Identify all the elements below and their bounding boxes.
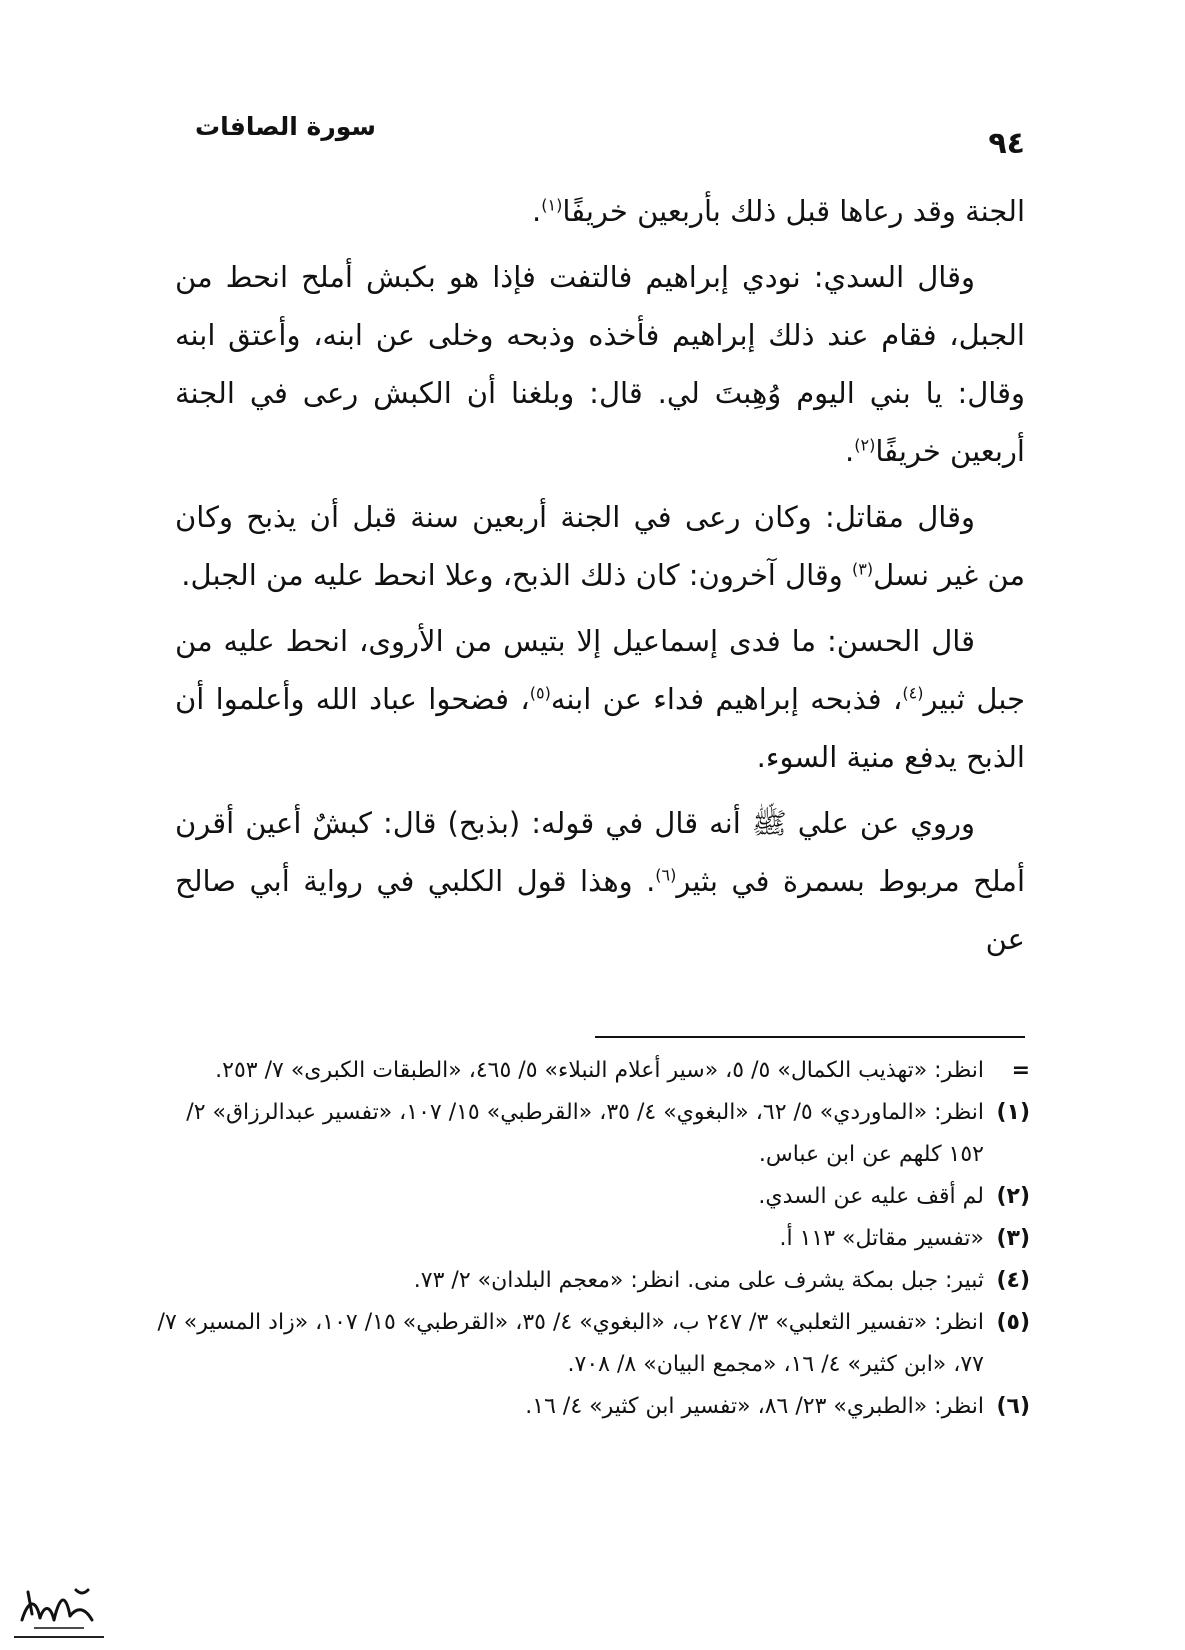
footnote-ref-1[interactable]: (١) bbox=[541, 195, 563, 215]
footnote-ref-6[interactable]: (٦) bbox=[655, 865, 677, 885]
paragraph-4: قال الحسن: ما فدى إسماعيل إلا بتيس من الأروى، انحط عليه من جبل ثبير$^{(٤)}$، فذبحه إبراهيم فداء عن ابنه$^{(٥)}$، فضحوا عباد الله وأعلموا أن الذبح يدفع منية السوء. bbox=[175, 624, 1025, 774]
footnote-1 bbox=[150, 1092, 1030, 1176]
publisher-logo bbox=[14, 1580, 104, 1638]
footnote-continuation bbox=[150, 1050, 1030, 1092]
footnote-mark: (٦) bbox=[996, 1394, 1030, 1419]
footnote-ref-4[interactable]: (٤) bbox=[902, 683, 924, 703]
footnote-text: ثبير: جبل بمكة يشرف على منى. انظر: «معجم البلدان» ٢/ ٧٣. bbox=[413, 1268, 984, 1293]
footnote-mark: (٢) bbox=[996, 1184, 1030, 1209]
paragraph-5: وروي عن علي ﷺ أنه قال في قوله: (بذبح) قال: كبشٌ أعين أقرن أملح مربوط بسمرة في بثير$^{(٦)}$. وهذا قول الكلبي في رواية أبي صالح عن bbox=[175, 806, 1025, 956]
paragraph-2: وقال السدي: نودي إبراهيم فالتفت فإذا هو بكبش أملح انحط من الجبل، فقام عند ذلك إبراهيم فأخذه وذبحه وخلى عن ابنه، وأعتق ابنه وقال: يا بني اليوم وُهِبتَ لي. قال: وبلغنا أن الكبش رعى في الجنة أربعين خريفًا$^{(٢)}$. bbox=[175, 260, 1025, 468]
footnote-mark: (٣) bbox=[996, 1226, 1030, 1251]
footnote-text: انظر: «الطبري» ٢٣/ ٨٦، «تفسير ابن كثير» ٤/ ١٦. bbox=[525, 1394, 984, 1419]
footnote-text: انظر: «الماوردي» ٥/ ٦٢، «البغوي» ٤/ ٣٥، «القرطبي» ١٥/ ١٠٧، «تفسير عبدالرزاق» ٢/ ١٥٢ كلهم عن ابن عباس. bbox=[186, 1100, 984, 1167]
footnote-mark: (٤) bbox=[996, 1268, 1030, 1293]
footnote-ref-5[interactable]: (٥) bbox=[529, 683, 551, 703]
footnote-mark: (٥) bbox=[996, 1310, 1030, 1335]
footnotes bbox=[150, 1050, 1030, 1428]
page-header bbox=[195, 112, 1025, 172]
footnote-text: لم أقف عليه عن السدي. bbox=[758, 1184, 984, 1209]
footnote-text: «تفسير مقاتل» ١١٣ أ. bbox=[779, 1226, 984, 1251]
footnote-mark: (١) bbox=[996, 1100, 1030, 1125]
footnote-separator bbox=[595, 1036, 1025, 1038]
main-text bbox=[175, 182, 1025, 976]
running-title: سورة الصافات bbox=[195, 112, 376, 141]
page-number: ٩٤ bbox=[988, 126, 1025, 161]
footnote-4 bbox=[150, 1260, 1030, 1302]
footnote-text: انظر: «تفسير الثعلبي» ٣/ ٢٤٧ ب، «البغوي» ٤/ ٣٥، «القرطبي» ١٥/ ١٠٧، «زاد المسير» ٧/ ٧٧، «ابن كثير» ٤/ ١٦، «مجمع البيان» ٨/ ٧٠٨. bbox=[157, 1310, 984, 1377]
footnote-5 bbox=[150, 1302, 1030, 1386]
footnote-text: انظر: «تهذيب الكمال» ٥/ ٥، «سير أعلام النبلاء» ٥/ ٤٦٥، «الطبقات الكبرى» ٧/ ٢٥٣. bbox=[215, 1058, 984, 1083]
footnote-2 bbox=[150, 1176, 1030, 1218]
paragraph-1: الجنة وقد رعاها قبل ذلك بأربعين خريفًا$^{(١)}$. bbox=[532, 194, 1025, 228]
paragraph-3: وقال مقاتل: وكان رعى في الجنة أربعين سنة قبل أن يذبح وكان من غير نسل$^{(٣)}$ وقال آخرون: كان ذلك الذبح، وعلا انحط عليه من الجبل. bbox=[175, 500, 1025, 592]
footnote-ref-2[interactable]: (٢) bbox=[854, 435, 876, 455]
continuation-mark: = bbox=[1011, 1058, 1030, 1083]
footnote-ref-3[interactable]: (٣) bbox=[852, 559, 874, 579]
footnote-3 bbox=[150, 1218, 1030, 1260]
footnote-6 bbox=[150, 1386, 1030, 1428]
calligraphy-logo-icon bbox=[14, 1580, 104, 1636]
